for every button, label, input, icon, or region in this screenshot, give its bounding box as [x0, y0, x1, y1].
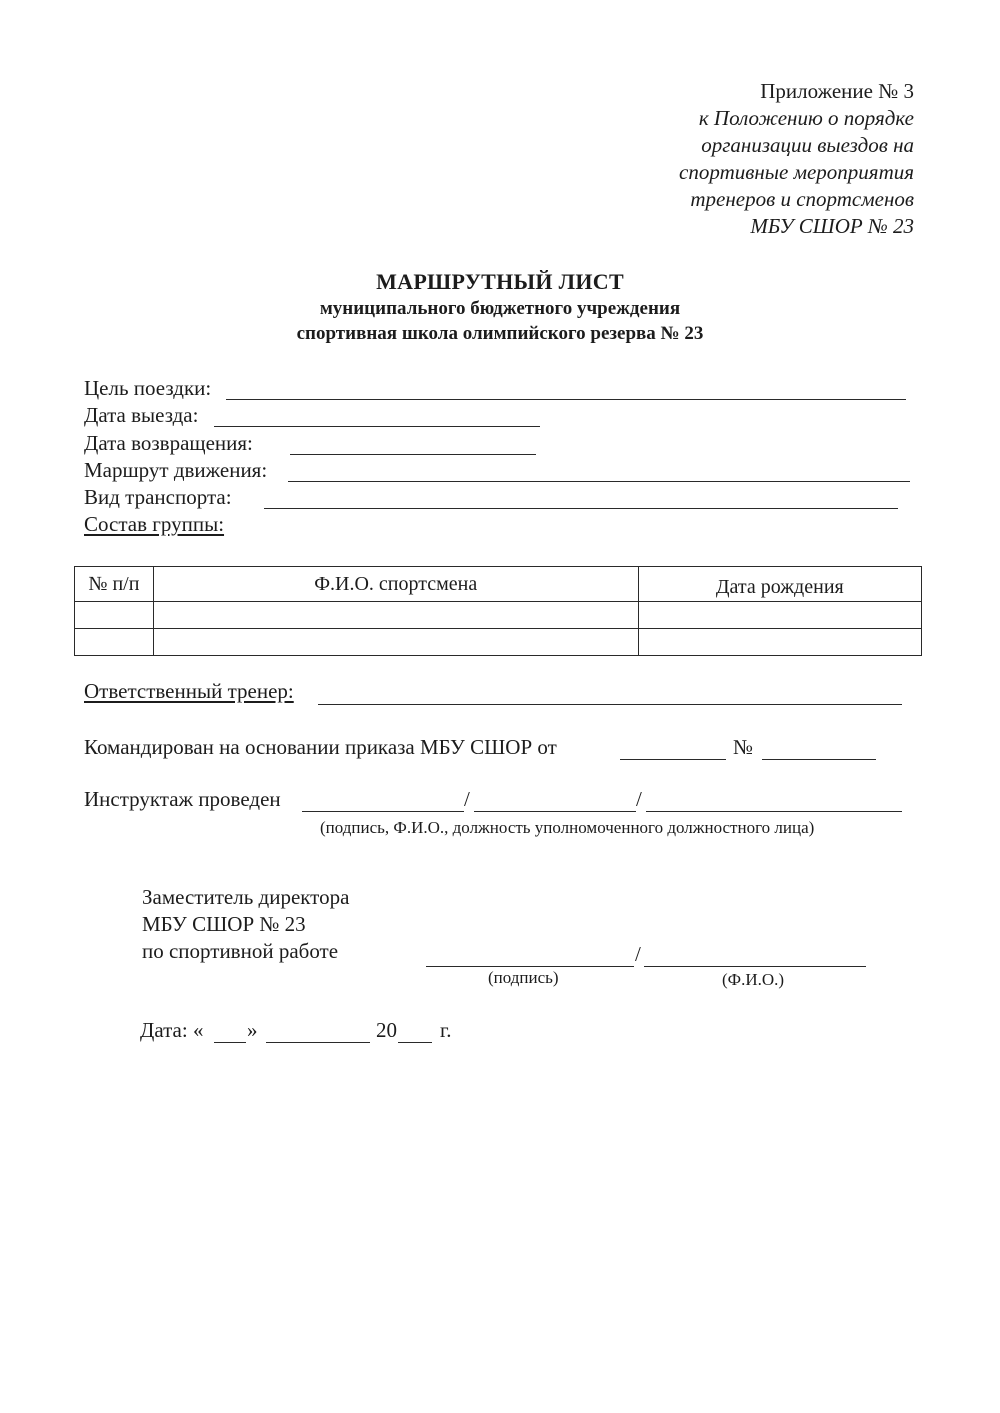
date-year-field[interactable]: [398, 1042, 432, 1043]
table-row: [75, 602, 922, 629]
column-header-number: № п/п: [75, 567, 154, 602]
deputy-signature-field[interactable]: [426, 966, 634, 967]
coach-label: Ответственный тренер:: [84, 679, 294, 703]
order-label: Командирован на основании приказа МБУ СШОР от: [84, 735, 557, 759]
group-roster-table: [74, 566, 922, 656]
briefing-separator: /: [636, 787, 642, 811]
return-date-field[interactable]: [290, 454, 536, 455]
briefing-caption: (подпись, Ф.И.О., должность уполномоченного должностного лица): [320, 818, 815, 837]
group-label: Состав группы:: [84, 512, 225, 536]
briefing-label: Инструктаж проведен: [84, 787, 281, 811]
title-subtitle-1: муниципального бюджетного учреждения: [319, 298, 681, 319]
table-row: [75, 629, 922, 656]
briefing-separator: /: [464, 787, 470, 811]
appendix-line: МБУ СШОР № 23: [750, 214, 914, 238]
appendix-line: к Положению о порядке: [698, 106, 914, 130]
deputy-title-line-2: МБУ СШОР № 23: [142, 912, 306, 936]
purpose-field[interactable]: [226, 399, 906, 400]
date-year-prefix: 20: [376, 1018, 397, 1042]
deputy-title-line-1: Заместитель директора: [142, 885, 350, 909]
appendix-line: тренеров и спортсменов: [690, 187, 914, 211]
appendix-line: организации выездов на: [701, 133, 914, 157]
column-header-athlete-name: Ф.И.О. спортсмена: [153, 567, 638, 602]
table-header-row: [75, 567, 922, 602]
appendix-line: спортивные мероприятия: [679, 160, 914, 184]
return-label: Дата возвращения:: [84, 431, 253, 455]
transport-label: Вид транспорта:: [84, 485, 232, 509]
order-date-field[interactable]: [620, 759, 726, 760]
briefing-signature-field[interactable]: [302, 811, 464, 812]
deputy-title-line-3: по спортивной работе: [142, 939, 339, 963]
date-label: Дата: «: [140, 1018, 204, 1042]
transport-field[interactable]: [264, 508, 898, 509]
table-cell[interactable]: [638, 602, 921, 629]
briefing-position-field[interactable]: [646, 811, 902, 812]
order-number-sign: №: [733, 735, 754, 759]
date-year-suffix: г.: [440, 1018, 452, 1042]
appendix-reference: [679, 78, 914, 240]
column-header-birth-date: Дата рождения: [638, 567, 921, 602]
title-subtitle-2: спортивная школа олимпийского резерва № 23: [296, 323, 704, 344]
deputy-name-caption: (Ф.И.О.): [722, 970, 785, 989]
table-cell[interactable]: [153, 602, 638, 629]
date-close-quote: »: [247, 1018, 258, 1042]
departure-label: Дата выезда:: [84, 403, 199, 427]
appendix-number: Приложение № 3: [760, 79, 914, 103]
purpose-label: Цель поездки:: [84, 376, 212, 400]
deputy-name-field[interactable]: [644, 966, 866, 967]
coach-field[interactable]: [318, 704, 902, 705]
route-field[interactable]: [288, 481, 910, 482]
deputy-signature-caption: (подпись): [488, 968, 559, 987]
table-cell[interactable]: [75, 629, 154, 656]
route-label: Маршрут движения:: [84, 458, 268, 482]
table-cell[interactable]: [638, 629, 921, 656]
date-month-field[interactable]: [266, 1042, 370, 1043]
table-cell[interactable]: [75, 602, 154, 629]
table-cell[interactable]: [153, 629, 638, 656]
departure-date-field[interactable]: [214, 426, 540, 427]
document-title: [0, 268, 1000, 346]
title-main: МАРШРУТНЫЙ ЛИСТ: [376, 269, 624, 294]
deputy-separator: /: [635, 942, 641, 966]
date-day-field[interactable]: [214, 1042, 246, 1043]
order-number-field[interactable]: [762, 759, 876, 760]
briefing-name-field[interactable]: [474, 811, 636, 812]
